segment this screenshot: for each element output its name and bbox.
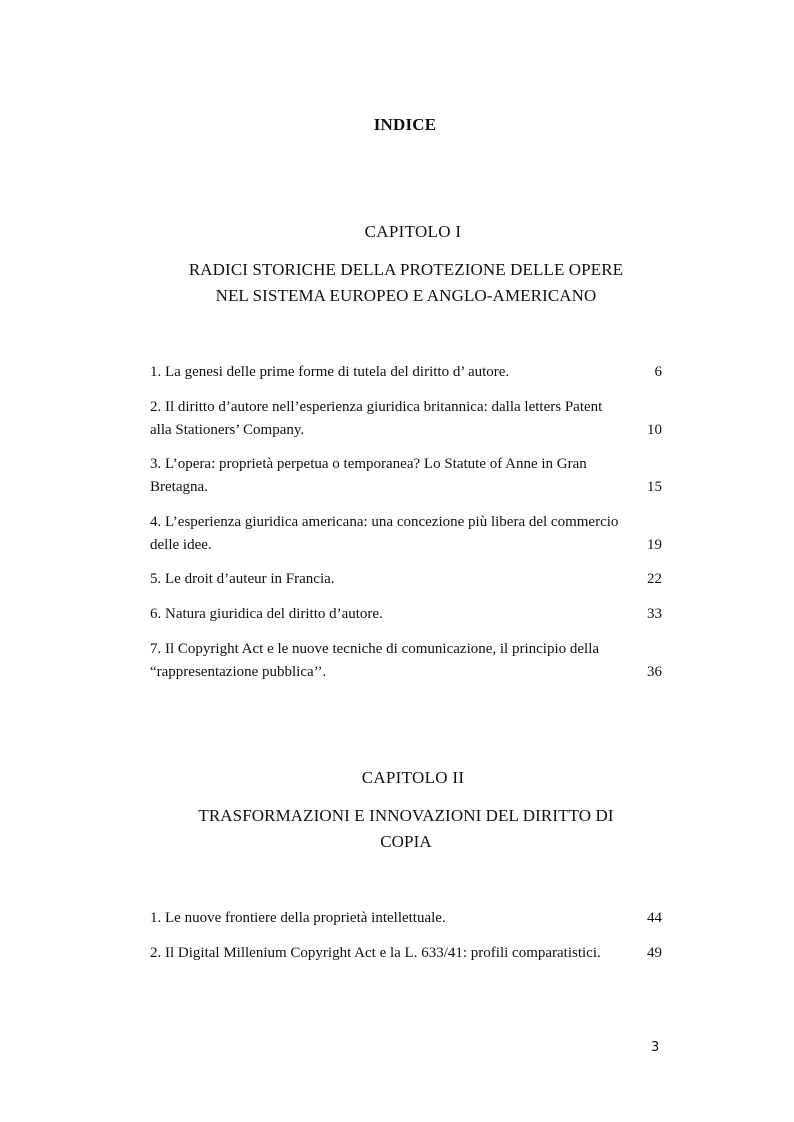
toc-entry-page: 36 <box>647 664 662 680</box>
chapter-2-title <box>150 803 662 855</box>
toc-entry[interactable] <box>150 453 662 499</box>
chapter-2-label: CAPITOLO II <box>361 768 465 787</box>
toc-entry-text: 2. Il diritto d’autore nell’esperienza giuridica britannica: dalla letters Patent alla Stationers’ Company. <box>150 399 603 438</box>
toc-entry[interactable] <box>150 942 662 965</box>
toc-entry[interactable] <box>150 907 662 930</box>
toc-entry-text: 7. Il Copyright Act e le nuove tecniche di comunicazione, il principio della “rappresentazione pubblica’’. <box>150 641 600 680</box>
toc-entry-text: 1. Le nuove frontiere della proprietà intellettuale. <box>150 910 446 926</box>
toc-entry[interactable] <box>150 638 662 684</box>
toc-entry-text: 3. L’opera: proprietà perpetua o temporanea? Lo Statute of Anne in Gran Bretagna. <box>150 456 587 495</box>
chapter-1-title-line-2: NEL SISTEMA EUROPEO E ANGLO-AMERICANO <box>215 286 597 305</box>
toc-entry-text: 5. Le droit d’auteur in Francia. <box>150 571 335 587</box>
toc-entry-text: 1. La genesi delle prime forme di tutela del diritto d’ autore. <box>150 364 510 380</box>
chapter-1-heading <box>150 222 662 309</box>
chapter-2-title-line-2: COPIA <box>380 832 432 851</box>
chapter-2-title-line-1: TRASFORMAZIONI E INNOVAZIONI DEL DIRITTO DI <box>198 806 614 825</box>
toc-entry[interactable] <box>150 396 662 442</box>
index-title: INDICE <box>373 115 437 134</box>
toc-entry[interactable] <box>150 511 662 557</box>
toc-entry-text: 4. L’esperienza giuridica americana: una concezione più libera del commercio delle idee. <box>150 514 619 553</box>
toc-entry-page: 10 <box>647 422 662 438</box>
toc-entry[interactable] <box>150 568 662 591</box>
toc-entry-page: 19 <box>647 537 662 553</box>
toc-entry-text: 2. Il Digital Millenium Copyright Act e la L. 633/41: profili comparatistici. <box>150 945 601 961</box>
toc-entry-page: 44 <box>647 910 662 926</box>
toc-entry-page: 15 <box>647 479 662 495</box>
chapter-1-title-line-1: RADICI STORICHE DELLA PROTEZIONE DELLE OPERE <box>188 260 624 279</box>
page-number: 3 <box>651 1040 660 1055</box>
chapter-2-heading <box>150 768 662 855</box>
toc-entry-page: 49 <box>647 945 662 961</box>
toc-entry[interactable] <box>150 603 662 626</box>
toc-entry-page: 33 <box>647 606 662 622</box>
toc-entry-text: 6. Natura giuridica del diritto d’autore. <box>150 606 383 622</box>
toc-entry[interactable] <box>150 361 662 384</box>
toc-entry-page: 22 <box>647 571 662 587</box>
toc-entry-page: 6 <box>654 364 662 380</box>
chapter-1-title <box>150 257 662 309</box>
chapter-1-label: CAPITOLO I <box>364 222 462 241</box>
